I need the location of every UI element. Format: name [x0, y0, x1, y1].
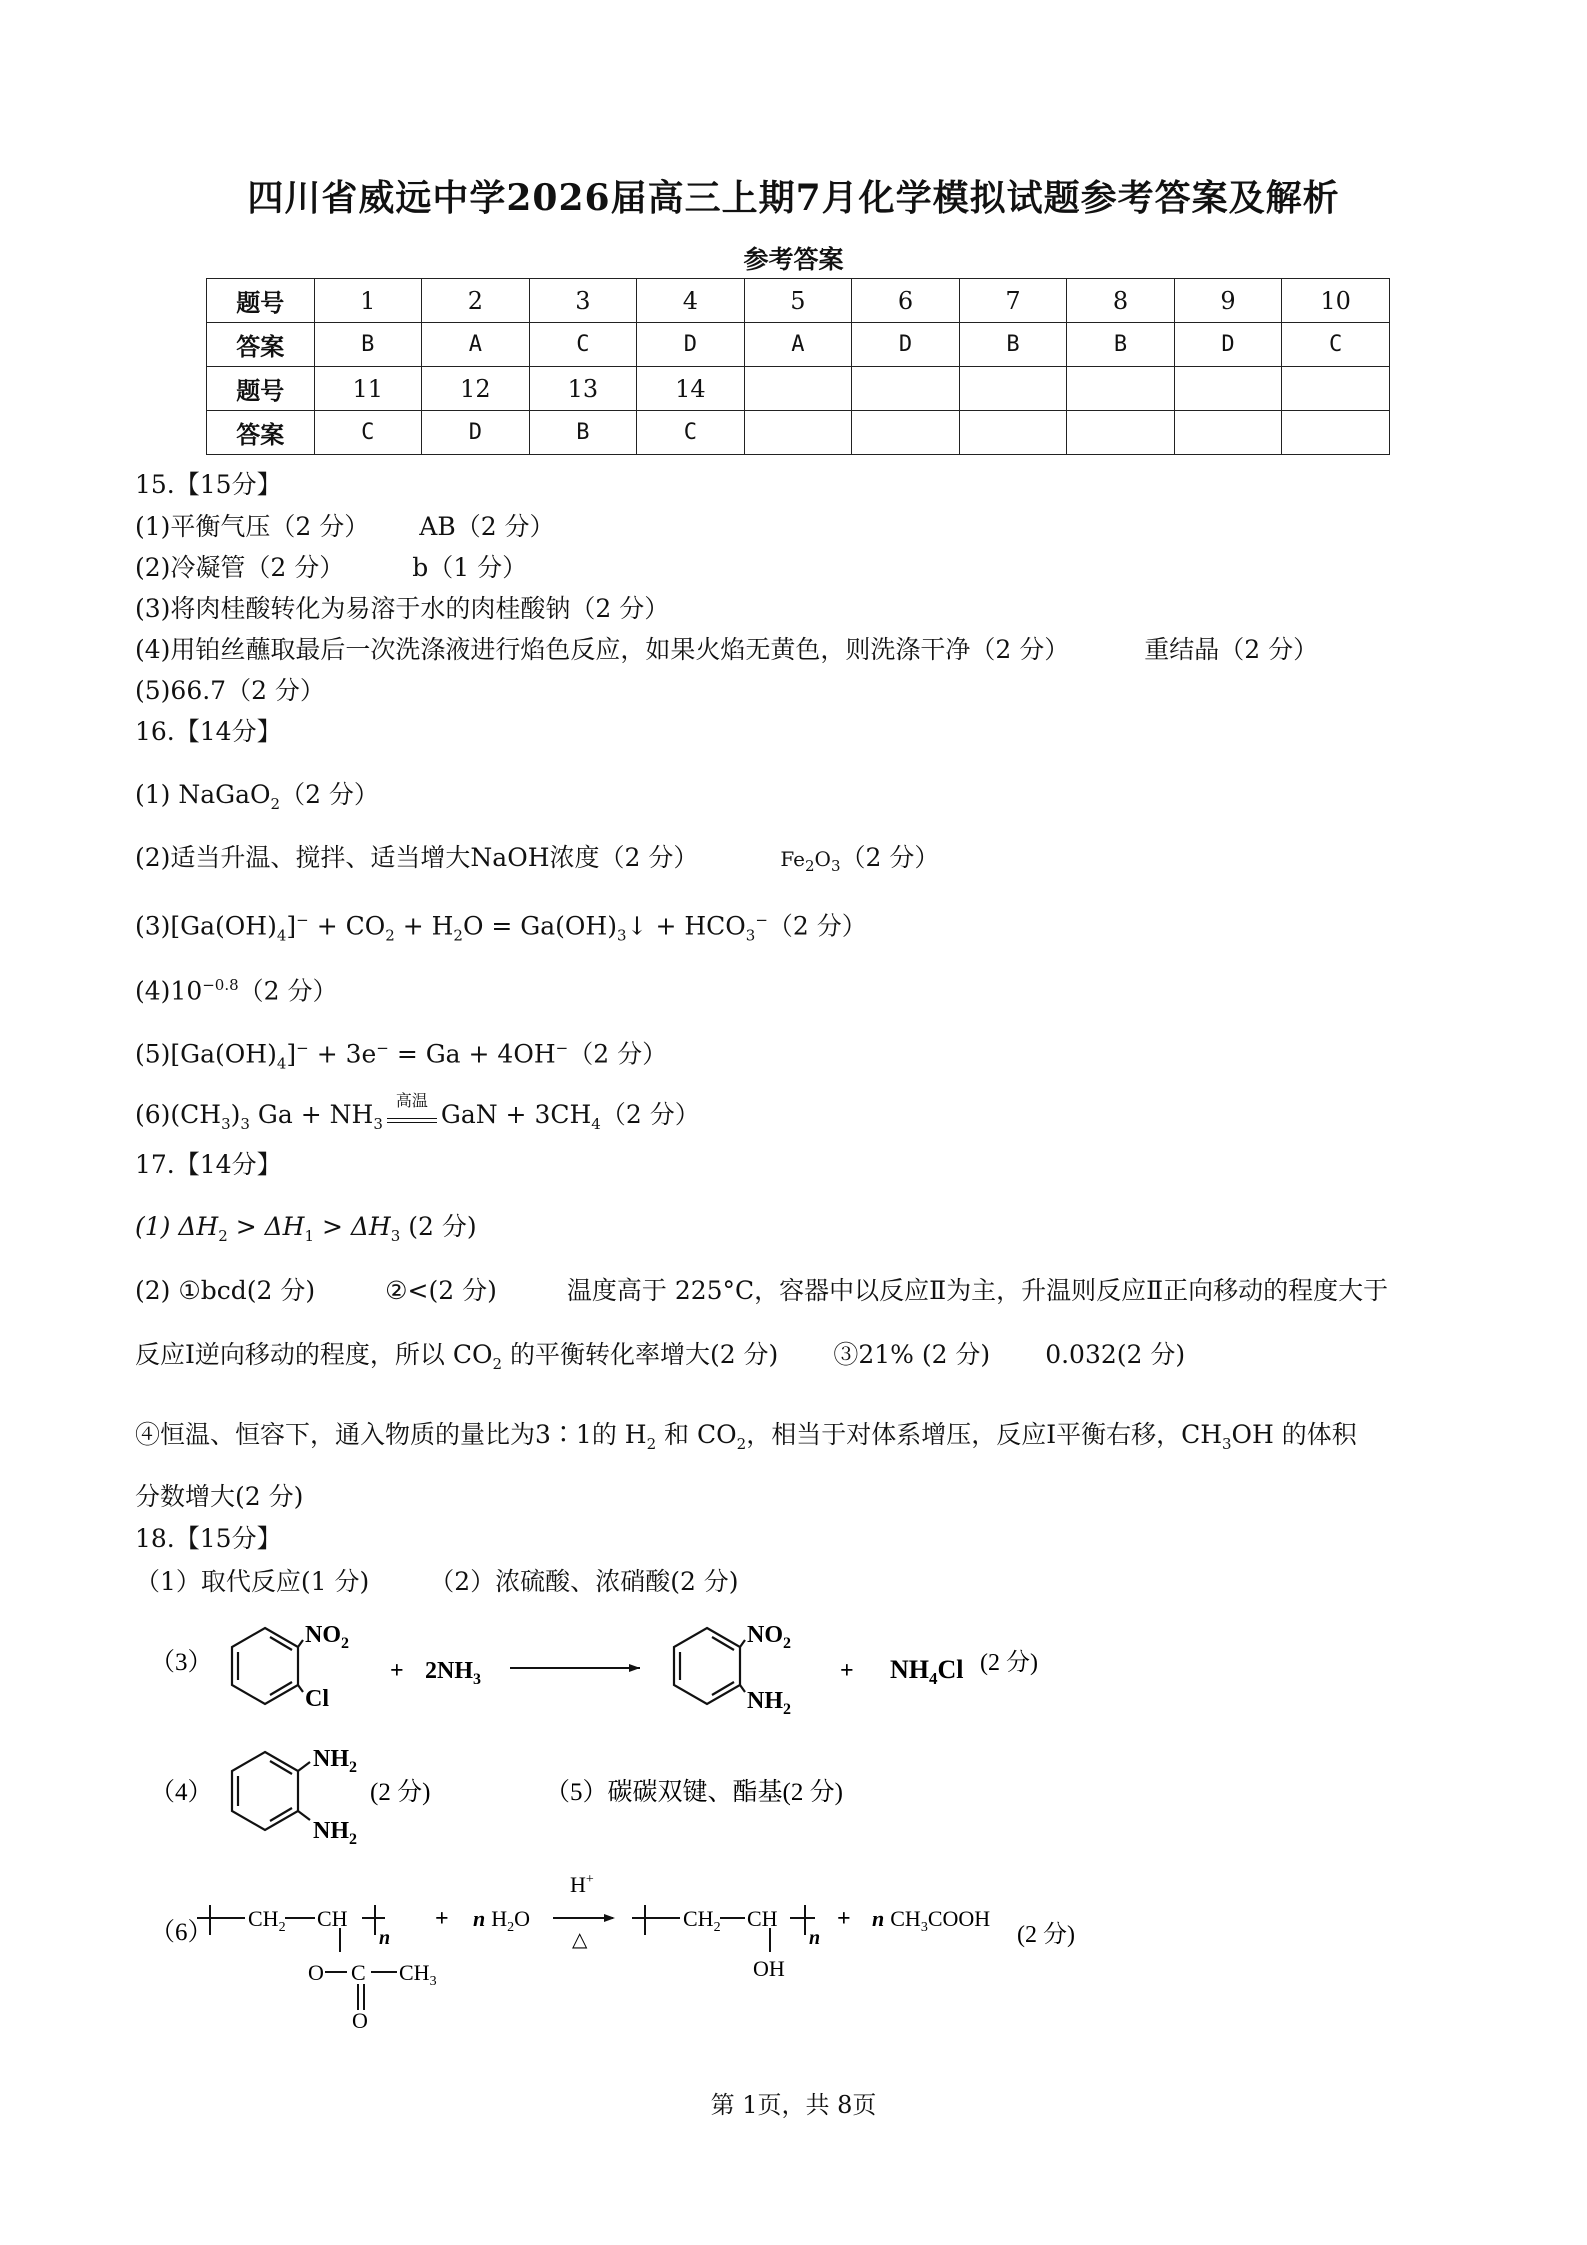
- formula-part: > ΔH: [227, 1212, 305, 1241]
- svg-text:NH2: [313, 1818, 357, 1848]
- q16-line-4: [135, 970, 338, 1006]
- q15-line-3: (3)将肉桂酸转化为易溶于水的肉桂酸钠（2 分）: [135, 594, 670, 623]
- svg-text:H+: [570, 1872, 594, 1897]
- table-cell: [852, 367, 960, 411]
- table-cell: 14: [637, 367, 745, 411]
- formula-part: GaN + 3CH: [440, 1100, 592, 1129]
- subscript: 3: [745, 926, 756, 945]
- subscript: 2: [783, 1701, 791, 1718]
- subscript: 2: [713, 1920, 721, 1935]
- q15-2b: b（1 分）: [412, 553, 528, 582]
- score: （2 分）: [600, 1100, 700, 1129]
- formula-part: Cl: [937, 1655, 964, 1684]
- svg-text:2NH3: [425, 1658, 481, 1688]
- q16-line-2: [135, 843, 939, 881]
- table-cell: [852, 411, 960, 455]
- benzene-ring-icon: [232, 1628, 303, 1704]
- formula-part: + CO: [308, 911, 386, 941]
- q15-line-1: [135, 512, 555, 542]
- subscript: 2: [646, 1435, 657, 1453]
- answer-subtitle: 参考答案: [743, 245, 844, 274]
- score: （2 分）: [840, 843, 940, 872]
- subscript: 3: [390, 1227, 401, 1245]
- table-cell: [1282, 367, 1390, 411]
- subscript: 2: [385, 926, 395, 945]
- ammonium-chloride: NH: [890, 1655, 929, 1684]
- row-label: 题号: [207, 279, 315, 323]
- formula-part: Ga + NH: [249, 1100, 374, 1129]
- table-cell: D: [1174, 323, 1282, 367]
- formula-part: (4)10: [135, 976, 203, 1006]
- subscript: 2: [349, 1759, 357, 1776]
- q16-line-5: [135, 1033, 667, 1078]
- q17-line-5: 分数增大(2 分): [135, 1482, 304, 1511]
- formula-part: O: [514, 1906, 531, 1931]
- subscript: 4: [276, 926, 287, 945]
- amino-group: NH: [747, 1688, 783, 1714]
- score: （2 分）: [280, 780, 379, 809]
- formula-part: H: [491, 1906, 508, 1931]
- equals-sign: [387, 1118, 437, 1123]
- plus-sign: +: [840, 1658, 854, 1684]
- q18-1a: （1）取代反应(1 分): [135, 1567, 370, 1596]
- subscript: 4: [929, 1669, 938, 1688]
- subscript: 1: [304, 1227, 315, 1245]
- table-cell: 8: [1067, 279, 1175, 323]
- q18-5: （5）碳碳双键、酯基(2 分): [545, 1779, 843, 1806]
- acetic-acid: CH: [890, 1906, 921, 1931]
- table-cell: 7: [959, 279, 1067, 323]
- q15-1a: (1)平衡气压（2 分）: [135, 512, 370, 541]
- table-row: [207, 367, 1390, 411]
- polymer-bracket-icon: [632, 1905, 815, 1952]
- table-cell: B: [529, 411, 637, 455]
- item-label: （3）: [150, 1649, 213, 1676]
- q16-1-formula: (1) NaGaO: [135, 780, 271, 809]
- answer-table: [206, 278, 1390, 455]
- formula-part: (6)(CH: [135, 1100, 222, 1129]
- q18-1b: （2）浓硫酸、浓硝酸(2 分): [429, 1567, 739, 1596]
- score: （2 分）: [767, 911, 867, 941]
- q17-2c: 温度高于 225°C，容器中以反应Ⅱ为主，升温则反应Ⅱ正向移动的程度大于: [566, 1276, 1389, 1305]
- q18-3-reaction: [135, 1610, 1135, 1720]
- superscript: −: [296, 1039, 309, 1057]
- q16-line-3: [135, 905, 867, 950]
- table-cell: [1282, 411, 1390, 455]
- table-cell: C: [637, 411, 745, 455]
- subscript: 2: [341, 1635, 349, 1652]
- q18-4-structure: [135, 1730, 1035, 1855]
- table-cell: 1: [314, 279, 422, 323]
- subscript: 2: [783, 1635, 791, 1652]
- subscript: 3: [830, 857, 841, 875]
- superscript: +: [585, 1872, 594, 1887]
- svg-text:CH2: [683, 1906, 721, 1935]
- table-cell: 12: [422, 367, 530, 411]
- svg-text:NO2: [747, 1622, 791, 1652]
- formula-part: + 3e: [308, 1039, 377, 1069]
- q16-2b: [780, 847, 841, 875]
- score: (2 分): [980, 1650, 1038, 1676]
- score: (2 分): [400, 1212, 477, 1241]
- hydroxyl-group: OH: [753, 1956, 785, 1981]
- subscript: 3: [429, 1974, 437, 1989]
- subscript: 2: [507, 1920, 515, 1935]
- formula-part: O = Ga(OH): [462, 911, 617, 941]
- subscript: 2: [349, 1831, 357, 1848]
- subscript: 2: [492, 1355, 502, 1373]
- subscript: 3: [240, 1115, 250, 1133]
- table-cell: C: [314, 411, 422, 455]
- condition-label: 高温: [395, 1091, 428, 1110]
- q15-1b: AB（2 分）: [419, 512, 555, 541]
- item-label: （6）: [150, 1919, 213, 1946]
- subscript: 3: [373, 1115, 383, 1133]
- q15-heading: 15.【15分】: [135, 470, 282, 499]
- subscript: 3: [920, 1920, 928, 1935]
- q17-line-2: [135, 1276, 1388, 1306]
- q16-line-1: [135, 780, 379, 819]
- repeat-count: n: [379, 1927, 391, 1949]
- benzene-ring-icon: [232, 1752, 310, 1830]
- table-row: [207, 279, 1390, 323]
- table-cell: 2: [422, 279, 530, 323]
- q17-2a: (2) ①bcd(2 分): [135, 1276, 316, 1305]
- formula-part: ]: [286, 911, 297, 941]
- q16-heading: 16.【14分】: [135, 717, 282, 746]
- q17-4b: 和 CO: [656, 1420, 737, 1449]
- table-cell: [744, 367, 852, 411]
- q18-heading: 18.【15分】: [135, 1524, 282, 1553]
- superscript: −: [755, 911, 768, 929]
- subscript: 4: [591, 1115, 601, 1133]
- table-cell: 5: [744, 279, 852, 323]
- table-cell: [1174, 367, 1282, 411]
- q17-4a: ④恒温、恒容下，通入物质的量比为3∶1的 H: [135, 1420, 647, 1449]
- formula-part: CH: [248, 1906, 279, 1931]
- q17-2b: ②<(2 分): [385, 1276, 497, 1305]
- reaction-arrow-icon: [553, 1914, 615, 1922]
- item-label: （4）: [150, 1779, 213, 1806]
- formula-part: n: [473, 1906, 486, 1931]
- formula-part: H: [570, 1872, 586, 1897]
- page-title: 四川省威远中学2026届高三上期7月化学模拟试题参考答案及解析: [247, 177, 1340, 219]
- q15-line-5: (5)66.7（2 分）: [135, 676, 325, 705]
- svg-text:NH2: [747, 1688, 791, 1718]
- formula-part: ]: [286, 1039, 297, 1069]
- amino-group: NH: [313, 1746, 349, 1772]
- plus-sign: +: [837, 1906, 851, 1932]
- subscript: 3: [1222, 1435, 1232, 1453]
- q15-4b: 重结晶（2 分）: [1144, 635, 1319, 664]
- subscript: 2: [736, 1435, 747, 1453]
- q15-4a: (4)用铂丝蘸取最后一次洗涤液进行焰色反应，如果火焰无黄色，则洗涤干净（2 分）: [135, 635, 1070, 664]
- superscript: −: [296, 911, 309, 929]
- q17-3a-end: 的平衡转化率增大(2 分): [502, 1340, 779, 1369]
- subscript: 2: [278, 1920, 286, 1935]
- page-footer: 第 1页，共 8页: [710, 2091, 877, 2119]
- svg-text:CH2: [248, 1906, 286, 1935]
- q15-2a: (2)冷凝管（2 分）: [135, 553, 345, 582]
- table-cell: D: [852, 323, 960, 367]
- ammonia: 2NH: [425, 1658, 473, 1684]
- q17-3a: 反应Ⅰ逆向移动的程度，所以 CO: [135, 1340, 493, 1369]
- formula-part: ↓ + HCO: [626, 911, 746, 941]
- repeat-count: n: [809, 1927, 821, 1949]
- nitro-group: NO: [747, 1622, 783, 1648]
- formula-part: > ΔH: [314, 1212, 391, 1241]
- item-number: (3): [135, 911, 171, 941]
- reaction-condition: [387, 1091, 437, 1123]
- subscript: 2: [804, 857, 815, 875]
- amino-group: NH: [313, 1818, 349, 1844]
- q17-line-3: [135, 1340, 1185, 1379]
- subscript: 2: [270, 795, 281, 813]
- formula-part: CH: [317, 1906, 348, 1931]
- formula-part: CH: [683, 1906, 714, 1931]
- table-cell: C: [1282, 323, 1390, 367]
- subscript: 2: [218, 1227, 228, 1245]
- plus-sign: +: [435, 1906, 449, 1932]
- superscript: −: [376, 1039, 389, 1057]
- formula-part: ): [230, 1100, 241, 1129]
- table-cell: 3: [529, 279, 637, 323]
- table-row: [207, 411, 1390, 455]
- formula-part: n: [872, 1906, 885, 1931]
- table-cell: [744, 411, 852, 455]
- formula-part: COOH: [927, 1906, 991, 1931]
- svg-text:CH3: [399, 1960, 437, 1989]
- q17-line-4: [135, 1420, 1357, 1459]
- row-label: 答案: [207, 323, 315, 367]
- row-label: 答案: [207, 411, 315, 455]
- formula-part: (1) ΔH: [135, 1212, 219, 1241]
- table-cell: A: [422, 323, 530, 367]
- table-cell: B: [959, 323, 1067, 367]
- svg-text:nCH3COOH: [872, 1906, 990, 1935]
- formula-part: Fe: [780, 847, 805, 871]
- q17-3c: 0.032(2 分): [1045, 1340, 1186, 1369]
- table-cell: 10: [1282, 279, 1390, 323]
- formula-part: [Ga(OH): [170, 911, 277, 941]
- table-cell: C: [529, 323, 637, 367]
- score: (2 分): [1017, 1922, 1075, 1948]
- formula-part: C: [351, 1960, 366, 1985]
- chloro-group: Cl: [305, 1686, 329, 1712]
- table-cell: D: [422, 411, 530, 455]
- svg-text:NH4Cl: [890, 1655, 964, 1688]
- benzene-ring-icon: [674, 1628, 745, 1704]
- superscript: −: [555, 1039, 569, 1057]
- table-cell: D: [637, 323, 745, 367]
- subscript: 4: [276, 1054, 287, 1073]
- polymer-bracket-icon: [197, 1905, 397, 2010]
- q16-line-6: [135, 1091, 700, 1139]
- table-cell: [959, 367, 1067, 411]
- svg-text:NH2: [313, 1746, 357, 1776]
- table-cell: A: [744, 323, 852, 367]
- formula-part: CH: [399, 1960, 430, 1985]
- table-cell: 6: [852, 279, 960, 323]
- plus-sign: +: [390, 1658, 404, 1684]
- table-cell: 4: [637, 279, 745, 323]
- table-cell: B: [314, 323, 422, 367]
- table-cell: 13: [529, 367, 637, 411]
- subscript: 2: [453, 926, 463, 945]
- svg-text:NO2: [305, 1622, 349, 1652]
- q17-heading: 17.【14分】: [135, 1150, 282, 1179]
- table-cell: 11: [314, 367, 422, 411]
- table-cell: 9: [1174, 279, 1282, 323]
- q15-line-2: [135, 553, 527, 583]
- score: （2 分）: [568, 1039, 668, 1069]
- subscript: 3: [617, 926, 627, 945]
- table-cell: [1174, 411, 1282, 455]
- q17-4d: OH 的体积: [1231, 1420, 1357, 1449]
- q17-line-1: [135, 1212, 477, 1251]
- table-cell: B: [1067, 323, 1175, 367]
- formula-part: O: [352, 2008, 368, 2033]
- subscript: 3: [221, 1115, 231, 1133]
- score: (2 分): [370, 1779, 431, 1806]
- subscript: 3: [473, 1671, 481, 1688]
- q16-2a: (2)适当升温、搅拌、适当增大NaOH浓度（2 分）: [135, 843, 699, 872]
- q17-4c: ，相当于对体系增压，反应Ⅰ平衡右移，CH: [746, 1420, 1222, 1449]
- formula-part: + H: [394, 911, 454, 941]
- q15-line-4: [135, 635, 1318, 665]
- svg-text:nH2O: [473, 1906, 530, 1935]
- q18-6-reaction: [135, 1860, 1135, 2035]
- table-cell: [959, 411, 1067, 455]
- nitro-group: NO: [305, 1622, 341, 1648]
- formula-part: O: [308, 1960, 324, 1985]
- superscript: −0.8: [202, 976, 239, 994]
- q18-line-1: [135, 1567, 739, 1597]
- table-row: [207, 323, 1390, 367]
- score: （2 分）: [238, 976, 338, 1006]
- formula-part: O: [814, 847, 831, 871]
- formula-part: (5)[Ga(OH): [135, 1039, 277, 1069]
- row-label: 题号: [207, 367, 315, 411]
- heat-symbol: △: [572, 1929, 588, 1951]
- table-cell: [1067, 367, 1175, 411]
- formula-part: = Ga + 4OH: [388, 1039, 556, 1069]
- reaction-arrow-icon: [510, 1664, 640, 1672]
- q17-3b: ③21% (2 分): [833, 1340, 991, 1369]
- formula-part: CH: [747, 1906, 778, 1931]
- table-cell: [1067, 411, 1175, 455]
